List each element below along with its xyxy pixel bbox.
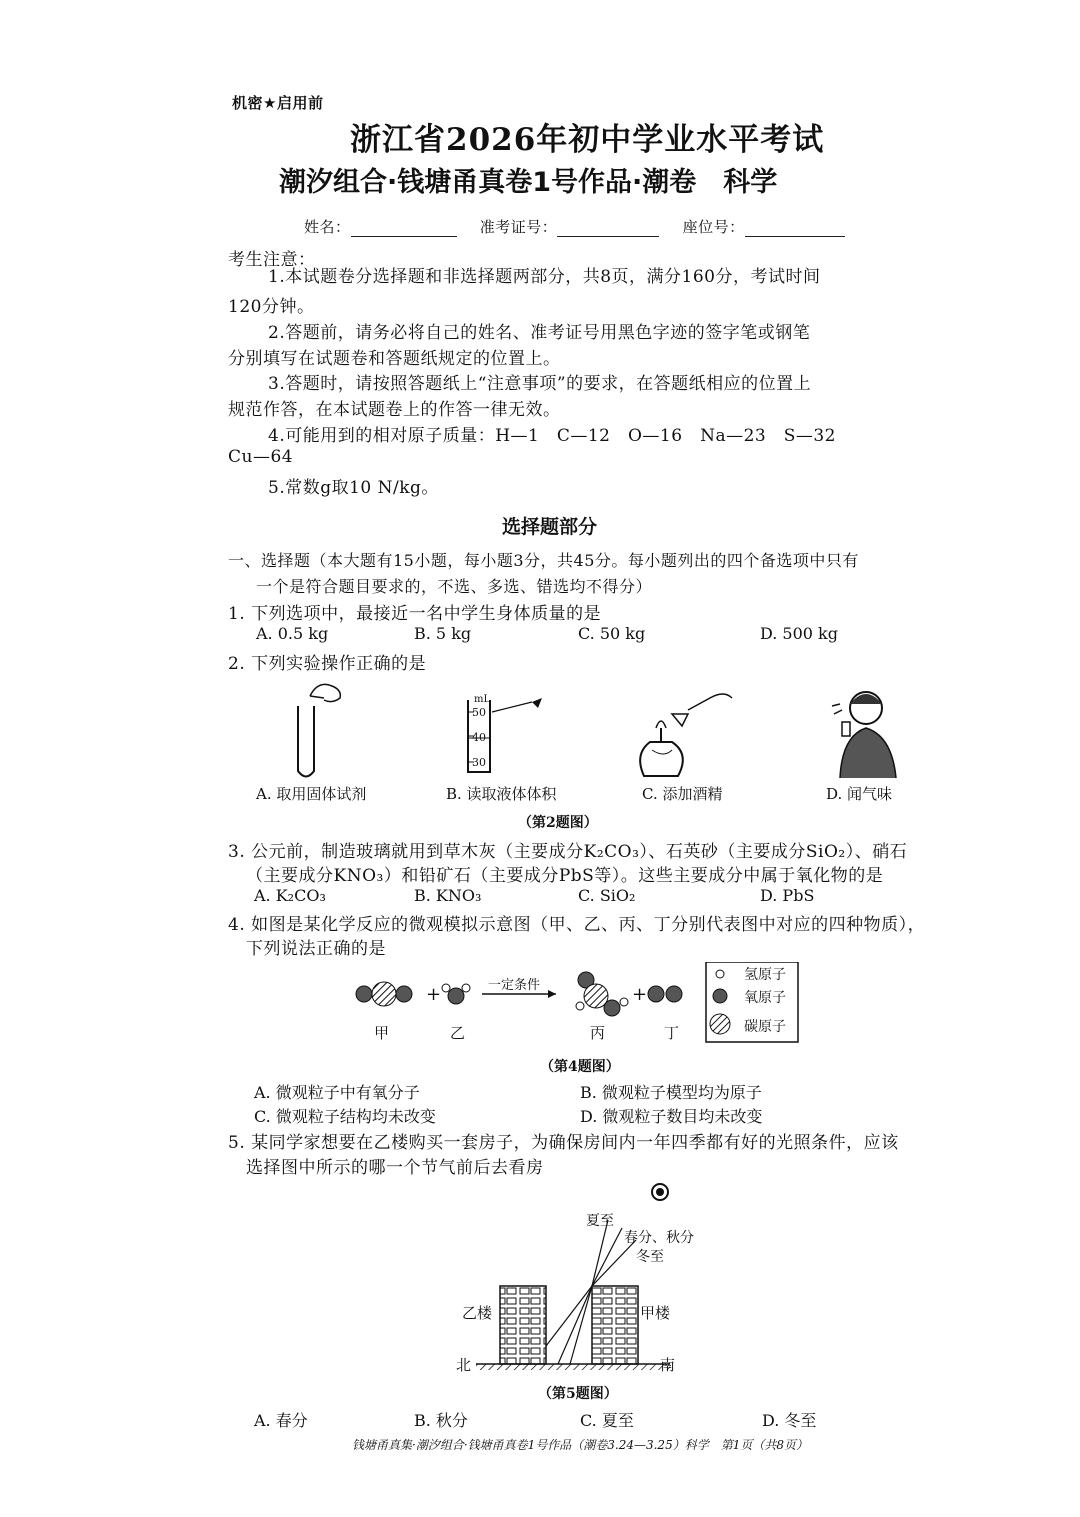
confidential-mark: 机密★启用前 <box>232 94 324 112</box>
cylinder-tick: 30 <box>472 756 486 769</box>
q4-option-c[interactable]: C. 微观粒子结构均未改变 <box>254 1107 436 1126</box>
q5-caption: （第5题图） <box>538 1386 618 1402</box>
seat-field[interactable] <box>745 220 845 237</box>
reaction-diagram <box>350 962 810 1048</box>
legend-oxygen: 氧原子 <box>744 990 786 1006</box>
candidate-info-row <box>304 216 845 237</box>
label-ding: 丁 <box>664 1024 680 1042</box>
section-title: 选择题部分 <box>502 516 598 538</box>
q2-option-c[interactable]: C. 添加酒精 <box>642 785 723 803</box>
exam-subtitle: 潮汐组合·钱塘甬真卷1号作品·潮卷 科学 <box>279 167 778 198</box>
legend-hydrogen: 氢原子 <box>744 967 786 983</box>
q5-stem: 5. 某同学家想要在乙楼购买一套房子，为确保房间内一年四季都有好的光照条件，应该 <box>228 1133 899 1153</box>
test-tube-figure <box>280 676 360 786</box>
notice-line: 3.答题时，请按照答题纸上“注意事项”的要求，在答题纸相应的位置上 <box>268 374 812 394</box>
q4-caption: （第4题图） <box>540 1059 620 1075</box>
page-footer: 钱塘甬真集·潮汐组合·钱塘甬真卷1号作品（潮卷3.24—3.25）科学 第1页（共8页） <box>352 1438 808 1452</box>
svg-text:+: + <box>632 984 648 1005</box>
label-building-yi: 乙楼 <box>462 1304 493 1322</box>
label-bing: 丙 <box>590 1024 606 1042</box>
cylinder-tick: 50 <box>472 706 486 719</box>
smelling-figure <box>820 686 910 782</box>
q1-option-b[interactable]: B. 5 kg <box>414 624 472 643</box>
part-intro: 一、选择题（本大题有15小题，每小题3分，共45分。每小题列出的四个备选项中只有 <box>228 551 859 570</box>
label-north: 北 <box>456 1356 472 1374</box>
q2-option-d[interactable]: D. 闻气味 <box>826 785 893 803</box>
q5-option-c[interactable]: C. 夏至 <box>580 1411 634 1430</box>
q4-option-a[interactable]: A. 微观粒子中有氧分子 <box>254 1083 420 1102</box>
q5-option-a[interactable]: A. 春分 <box>254 1411 308 1430</box>
label-building-jia: 甲楼 <box>640 1304 671 1322</box>
q3-option-b[interactable]: B. KNO₃ <box>414 886 482 905</box>
cylinder-unit: mL <box>474 694 491 705</box>
ticket-field[interactable] <box>557 220 659 237</box>
part-intro: 一个是符合题目要求的，不选、多选、错选均不得分） <box>256 577 653 596</box>
q2-option-a[interactable]: A. 取用固体试剂 <box>256 785 367 803</box>
q1-option-a[interactable]: A. 0.5 kg <box>256 624 329 643</box>
reaction-condition: 一定条件 <box>488 978 541 993</box>
svg-text:+: + <box>426 984 442 1005</box>
name-label: 姓名： <box>304 218 351 236</box>
label-equinox: 春分、秋分 <box>624 1230 694 1246</box>
q5-stem: 选择图中所示的哪一个节气前后去看房 <box>246 1158 544 1178</box>
sunlight-diagram <box>470 1176 710 1376</box>
notice-line: 分别填写在试题卷和答题纸规定的位置上。 <box>228 349 561 369</box>
q4-option-d[interactable]: D. 微观粒子数目均未改变 <box>580 1107 763 1126</box>
name-field[interactable] <box>351 220 457 237</box>
label-winter-solstice: 冬至 <box>636 1249 664 1265</box>
q4-stem: 下列说法正确的是 <box>246 939 386 959</box>
notice-line: 4.可能用到的相对原子质量：H—1 C—12 O—16 Na—23 S—32 <box>268 426 836 446</box>
notice-line: 5.常数g取10 N/kg。 <box>268 478 439 498</box>
q2-option-b[interactable]: B. 读取液体体积 <box>446 785 557 803</box>
q3-option-c[interactable]: C. SiO₂ <box>578 886 636 905</box>
notice-line: 1.本试题卷分选择题和非选择题两部分，共8页，满分160分，考试时间 <box>268 267 821 287</box>
cylinder-tick: 40 <box>472 731 486 744</box>
legend-carbon: 碳原子 <box>744 1019 786 1035</box>
notice-heading: 考生注意： <box>228 250 316 270</box>
notice-line: 规范作答，在本试题卷上的作答一律无效。 <box>228 400 561 420</box>
q2-caption: （第2题图） <box>518 815 598 831</box>
q3-stem: 3. 公元前，制造玻璃就用到草木灰（主要成分K₂CO₃）、石英砂（主要成分SiO₂）、硝石 <box>228 842 908 862</box>
q3-option-d[interactable]: D. PbS <box>760 886 815 905</box>
q1-option-c[interactable]: C. 50 kg <box>578 624 646 643</box>
q3-stem: （主要成分KNO₃）和铅矿石（主要成分PbS等）。这些主要成分中属于氧化物的是 <box>246 866 884 886</box>
label-summer-solstice: 夏至 <box>586 1213 614 1229</box>
ticket-label: 准考证号： <box>479 218 558 236</box>
notice-line: Cu—64 <box>228 447 294 467</box>
q2-stem: 2. 下列实验操作正确的是 <box>228 654 427 674</box>
q1-stem: 1. 下列选项中，最接近一名中学生身体质量的是 <box>228 604 602 624</box>
exam-title: 浙江省2026年初中学业水平考试 <box>350 122 825 158</box>
q3-option-a[interactable]: A. K₂CO₃ <box>254 886 326 905</box>
notice-line: 120分钟。 <box>228 297 315 317</box>
q4-option-b[interactable]: B. 微观粒子模型均为原子 <box>580 1083 762 1102</box>
q1-option-d[interactable]: D. 500 kg <box>760 624 838 643</box>
label-south: 南 <box>660 1356 676 1374</box>
notice-line: 2.答题前，请务必将自己的姓名、准考证号用黑色字迹的签字笔或钢笔 <box>268 323 811 343</box>
label-yi: 乙 <box>450 1024 466 1042</box>
q5-option-d[interactable]: D. 冬至 <box>762 1411 817 1430</box>
seat-label: 座位号： <box>682 218 745 236</box>
q5-option-b[interactable]: B. 秋分 <box>414 1411 468 1430</box>
q4-stem: 4. 如图是某化学反应的微观模拟示意图（甲、乙、丙、丁分别代表图中对应的四种物质）， <box>228 915 926 935</box>
alcohol-lamp-figure <box>628 684 748 780</box>
label-jia: 甲 <box>374 1024 390 1042</box>
